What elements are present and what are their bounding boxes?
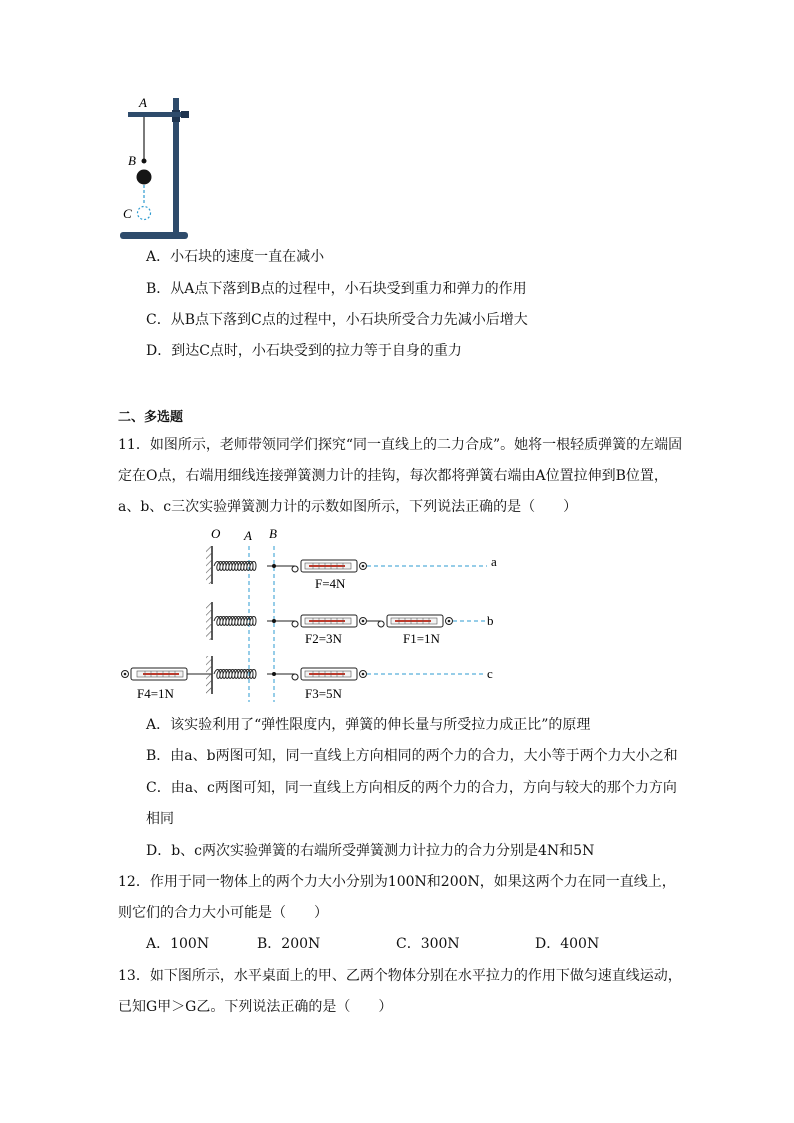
q11-option-d: D．b、c两次实验弹簧的右端所受弹簧测力计拉力的合力分别是4N和5N xyxy=(146,843,595,859)
spring-experiment-figure xyxy=(115,522,505,708)
q10-option-c: C．从B点下落到C点的过程中，小石块所受合力先减小后增大 xyxy=(146,312,528,328)
q13-line-1: 13．如下图所示，水平桌面上的甲、乙两个物体分别在水平拉力的作用下做匀速直线运动， xyxy=(118,968,682,984)
section-title: 二、多选题 xyxy=(118,410,184,425)
row-a-label: a xyxy=(491,554,497,569)
label-c: C xyxy=(123,206,132,221)
stone xyxy=(137,170,152,185)
label-b: B xyxy=(128,153,136,168)
q12-line-2: 则它们的合力大小可能是（ ） xyxy=(118,905,328,921)
q11-line-2: 定在O点，右端用细线连接弹簧测力计的挂钩，每次都将弹簧右端由A位置拉伸到B位置， xyxy=(118,468,668,484)
q12-option-d: D．400N xyxy=(535,936,600,952)
q11-option-a: A．该实验利用了“弹性限度内，弹簧的伸长量与所受拉力成正比”的原理 xyxy=(146,717,591,733)
q11-option-c-cont: 相同 xyxy=(146,811,174,827)
row-c-setup xyxy=(122,656,494,701)
q12-line-1: 12．作用于同一物体上的两个力大小分别为100N和200N，如果这两个力在同一直线上， xyxy=(118,874,676,890)
force-f3: F3=5N xyxy=(305,686,342,701)
q10-option-b: B．从A点下落到B点的过程中，小石块受到重力和弹力的作用 xyxy=(146,281,527,297)
row-b-label: b xyxy=(487,613,494,628)
force-f: F=4N xyxy=(315,576,346,591)
q12-option-c: C．300N xyxy=(396,936,460,952)
q11-option-b: B．由a、b两图可知，同一直线上方向相同的两个力的合力，大小等于两个力大小之和 xyxy=(146,748,678,764)
label-a: A xyxy=(139,95,147,110)
pendulum-stand-figure xyxy=(115,92,205,244)
q12-option-a: A．100N xyxy=(146,936,210,952)
force-f4: F4=1N xyxy=(137,686,174,701)
q10-option-d: D．到达C点时，小石块受到的拉力等于自身的重力 xyxy=(146,343,462,359)
q11-line-3: a、b、c三次实验弹簧测力计的示数如图所示，下列说法正确的是（ ） xyxy=(118,499,578,515)
label-b-pos: B xyxy=(269,526,277,541)
q13-line-2: 已知G甲＞G乙。下列说法正确的是（ ） xyxy=(118,999,393,1015)
row-a-setup xyxy=(206,546,497,591)
q11-option-c: C．由a、c两图可知，同一直线上方向相反的两个力的合力，方向与较大的那个力方向 xyxy=(146,780,677,796)
q11-line-1: 11．如图所示，老师带领同学们探究“同一直线上的二力合成”。她将一根轻质弹簧的左端固 xyxy=(118,437,683,453)
force-f2: F2=3N xyxy=(305,631,342,646)
row-c-label: c xyxy=(487,666,493,681)
stone-position-c xyxy=(138,207,151,220)
stand-arm xyxy=(128,112,188,117)
q12-option-b: B．200N xyxy=(257,936,321,952)
q10-option-a: A．小石块的速度一直在减小 xyxy=(146,249,325,265)
force-f1: F1=1N xyxy=(403,631,440,646)
label-o: O xyxy=(211,526,221,541)
label-a-pos: A xyxy=(244,528,252,543)
